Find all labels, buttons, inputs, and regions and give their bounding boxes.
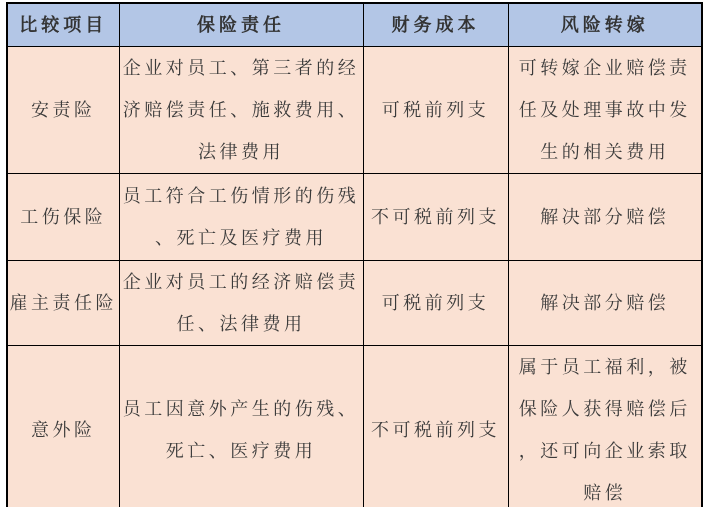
header-cell-insurance-liability: 保险责任 <box>119 3 363 47</box>
cell-liability: 员工符合工伤情形的伤残、死亡及医疗费用 <box>119 174 363 261</box>
cell-transfer: 解决部分赔偿 <box>508 261 702 346</box>
header-cell-comparison-item: 比较项目 <box>7 3 119 47</box>
insurance-comparison-table <box>6 2 703 507</box>
cell-cost: 不可税前列支 <box>363 346 508 507</box>
cell-liability: 员工因意外产生的伤残、死亡、医疗费用 <box>119 346 363 507</box>
table-row <box>7 47 702 174</box>
table-row <box>7 346 702 507</box>
cell-insurance-name: 工伤保险 <box>7 174 119 261</box>
cell-transfer: 可转嫁企业赔偿责任及处理事故中发生的相关费用 <box>508 47 702 174</box>
header-cell-risk-transfer: 风险转嫁 <box>508 3 702 47</box>
cell-cost: 可税前列支 <box>363 261 508 346</box>
table-row <box>7 261 702 346</box>
cell-insurance-name: 安责险 <box>7 47 119 174</box>
header-cell-financial-cost: 财务成本 <box>363 3 508 47</box>
cell-insurance-name: 雇主责任险 <box>7 261 119 346</box>
table-header-row <box>7 3 702 47</box>
cell-transfer: 属于员工福利，被保险人获得赔偿后，还可向企业索取赔偿 <box>508 346 702 507</box>
cell-liability: 企业对员工的经济赔偿责任、法律费用 <box>119 261 363 346</box>
cell-insurance-name: 意外险 <box>7 346 119 507</box>
cell-cost: 不可税前列支 <box>363 174 508 261</box>
cell-transfer: 解决部分赔偿 <box>508 174 702 261</box>
table-row <box>7 174 702 261</box>
cell-cost: 可税前列支 <box>363 47 508 174</box>
cell-liability: 企业对员工、第三者的经济赔偿责任、施救费用、法律费用 <box>119 47 363 174</box>
